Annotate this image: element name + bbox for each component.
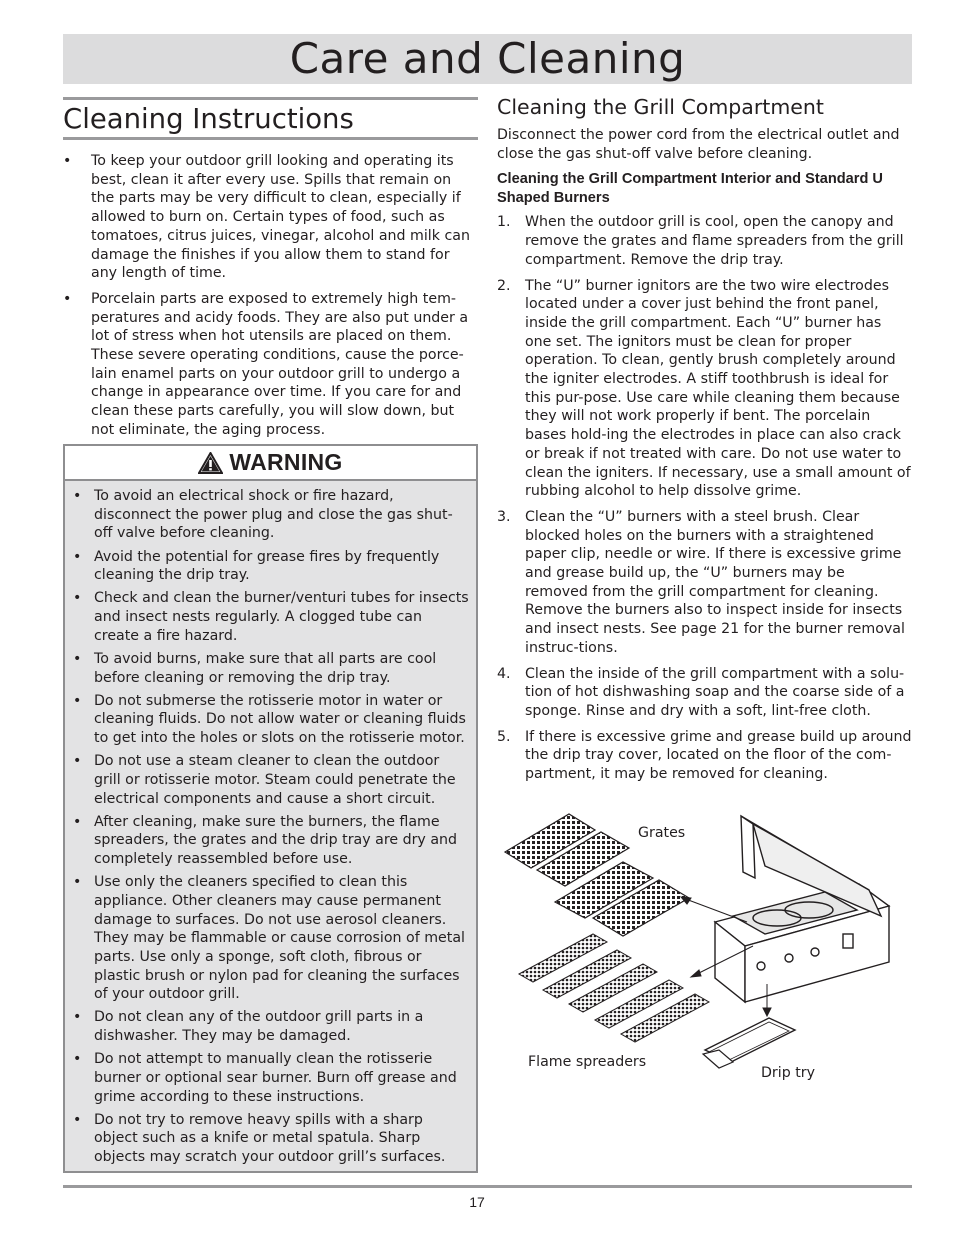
step-text: When the outdoor grill is cool, open the canopy and remove the grates and flame spreaders from the grill compartment. Remove the drip tray. <box>525 214 904 268</box>
list-item: • Do not submerse the rotisserie motor in water or cleaning fluids. Do not allow water or cleaning fluids to get into the holes or slots on the rotisserie motor. <box>73 692 470 748</box>
step-text: If there is excessive grime and grease build up around the drip tray cover, located on the floor of the com-partment, it may be removed for cleaning. <box>525 728 912 783</box>
warning-header <box>65 446 476 481</box>
label-grates: Grates <box>638 825 686 841</box>
step-text: Clean the “U” burners with a steel brush. Clear blocked holes on the burners with a straightened paper clip, needle or wire. If there is excessive grime and grease build up, the “U” burners may be removed from the grill compartment for cleaning. Remove the burners also to inspect inside for insects and insect nests. See page 21 for the burner removal instruc-tions. <box>525 508 905 656</box>
list-item: • To avoid burns, make sure that all parts are cool before cleaning or removing the drip tray. <box>73 650 470 687</box>
list-item: • Do not try to remove heavy spills with a sharp object such as a knife or metal spatula. Sharp objects may scratch your outdoor grill’s surfaces. <box>73 1111 470 1167</box>
subheading: Cleaning the Grill Compartment Interior and Standard U Shaped Burners <box>497 171 883 207</box>
step-number: 2. <box>497 277 511 294</box>
grill-parts-figure <box>497 806 917 1096</box>
list-item: • Do not attempt to manually clean the rotisserie burner or optional sear burner. Burn off grease and grime according to these instructions. <box>73 1050 470 1106</box>
cleaning-steps <box>497 213 912 783</box>
intro-paragraph: Disconnect the power cord from the electrical outlet and close the gas shut-off valve before cleaning. <box>497 127 900 162</box>
right-column <box>497 93 912 791</box>
step-item <box>497 665 912 721</box>
warning-box <box>63 444 478 1173</box>
step-item <box>497 728 912 784</box>
warning-heading: WARNING <box>229 449 343 475</box>
step-item <box>497 508 912 658</box>
step-item <box>497 277 912 501</box>
list-item: • Avoid the potential for grease fires by frequently cleaning the drip tray. <box>73 548 470 585</box>
grill-compartment-title: Cleaning the Grill Compartment <box>497 95 824 119</box>
left-column <box>63 97 478 447</box>
label-drip-tray: Drip try <box>761 1065 816 1081</box>
step-number: 1. <box>497 214 511 231</box>
list-item: • Use only the cleaners specified to clean this appliance. Other cleaners may cause permanent damage to surfaces. Do not use aerosol cleaners. They may be flammable or cause corrosion of metal parts. Use only a sponge, soft cloth, fibrous or plastic brush or nylon pad for cleaning the surfaces of your outdoor grill. <box>73 873 470 1004</box>
step-text: The “U” burner ignitors are the two wire electrodes located under a cover just behind the front panel, inside the grill compartment. Each “U” burner has one set. The ignitors must be clean for proper operation. To clean, gently brush completely around the igniter electrodes. A stiff toothbrush is ideal for this pur-pose. Use care while cleaning them because they will not work properly if bent. The porcelain bases hold-ing the electrodes in place can also crack or break if not treated with care. Do not use water to clean the igniters. If necessary, use a small amount of rubbing alcohol to help dissolve grime. <box>525 277 911 500</box>
warning-list <box>65 487 476 1167</box>
page-title-bar <box>63 34 912 84</box>
list-item: • Check and clean the burner/venturi tubes for insects and insect nests regularly. A clogged tube can create a fire hazard. <box>73 589 470 645</box>
warning-triangle-icon <box>198 452 223 474</box>
list-item: • After cleaning, make sure the burners, the flame spreaders, the grates and the drip tray are dry and completely reassembled before use. <box>73 813 470 869</box>
flame-spreaders-drawing <box>519 934 709 1042</box>
page-title: Care and Cleaning <box>289 34 686 83</box>
list-item: • To keep your outdoor grill looking and operating its best, clean it after every use. Spills that remain on the parts may be very difficult to clean, especially if allowed to burn on. Certain types of food, such as tomatoes, citrus juices, vinegar, alcohol and milk can damage the finishes if you allow them to stand for any length of time. <box>63 152 478 283</box>
list-item: • Do not clean any of the outdoor grill parts in a dishwasher. They may be damaged. <box>73 1008 470 1045</box>
cleaning-instructions-title: Cleaning Instructions <box>63 103 354 135</box>
cleaning-instructions-list <box>63 152 478 440</box>
step-number: 3. <box>497 508 511 525</box>
step-number: 5. <box>497 728 511 745</box>
cleaning-instructions-header <box>63 97 478 140</box>
step-number: 4. <box>497 665 511 682</box>
drip-tray-drawing <box>703 1018 795 1068</box>
page-number: 17 <box>469 1194 485 1210</box>
step-text: Clean the inside of the grill compartment with a solu-tion of hot dishwashing soap and the coarse side of a sponge. Rinse and dry with a soft, lint-free cloth. <box>525 665 905 719</box>
step-item <box>497 213 912 269</box>
list-item: • Porcelain parts are exposed to extremely high tem-peratures and acidy foods. They are also put under a lot of stress when hot utensils are placed on them. These severe operating conditions, cause the porce-lain enamel parts on your outdoor grill to undergo a change in appearance over time. If you care for and clean these parts carefully, you will slow down, but not eliminate, the aging process. <box>63 290 478 440</box>
list-item: • Do not use a steam cleaner to clean the outdoor grill or rotisserie motor. Steam could penetrate the electrical components and cause a short circuit. <box>73 752 470 808</box>
list-item: • To avoid an electrical shock or fire hazard, disconnect the power plug and close the gas shut-off valve before cleaning. <box>73 487 470 543</box>
label-flame-spreaders: Flame spreaders <box>528 1054 647 1070</box>
footer-rule <box>63 1185 912 1188</box>
grill-body-drawing <box>715 816 889 1002</box>
